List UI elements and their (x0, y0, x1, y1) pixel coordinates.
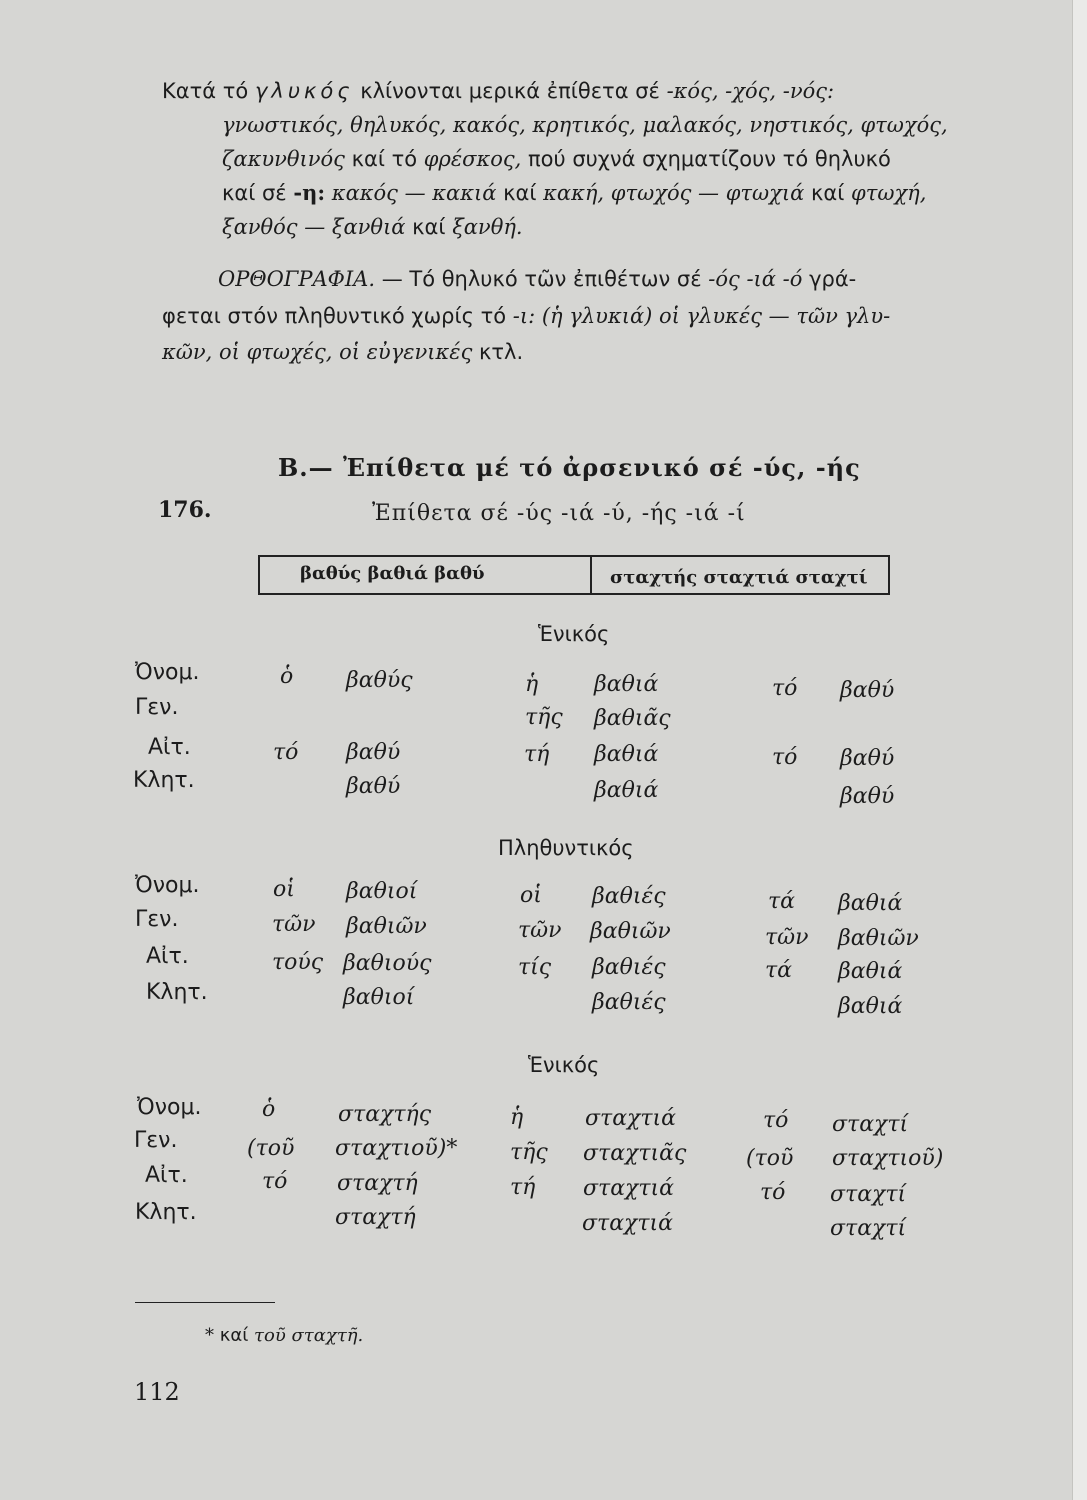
form: σταχτιά (585, 1106, 677, 1131)
ortho-line-1 (218, 266, 856, 292)
article: τά (768, 889, 796, 914)
text: — Τό θηλυκό τῶν ἐπιθέτων σέ (381, 267, 702, 291)
text: καί (810, 181, 845, 205)
form: βαθιοί (346, 879, 418, 904)
word: ζακυνθινός (222, 147, 345, 171)
form: σταχτιά (583, 1176, 675, 1201)
table1-plural-heading: Πληθυντικός (498, 836, 634, 860)
text: καί (503, 181, 537, 205)
intro-line-4 (222, 180, 926, 206)
example-box (258, 555, 890, 595)
form: σταχτιοῦ)* (335, 1136, 458, 1161)
box-right-text: σταχτής σταχτιά σταχτί (610, 567, 868, 588)
case-label: Αἰτ. (146, 944, 189, 969)
form: βαθιές (592, 990, 666, 1015)
form: βαθύ (346, 774, 401, 799)
text: πού συχνά σχηματίζουν τό θηλυκό (528, 147, 891, 171)
case-label: Ὀνομ. (135, 660, 200, 685)
form: σταχτής (338, 1102, 432, 1127)
form: βαθιά (838, 891, 903, 916)
article: (τοῦ (247, 1136, 295, 1161)
box-divider (590, 557, 592, 593)
table2-singular-heading: Ἑνικός (528, 1053, 600, 1077)
article: τῶν (518, 918, 562, 943)
article: τή (510, 1175, 536, 1200)
intro-line-5 (222, 214, 523, 240)
footnote-rule (135, 1302, 275, 1303)
form: σταχτί (832, 1112, 909, 1137)
article: τούς (272, 950, 324, 975)
form: σταχτί (830, 1216, 907, 1241)
article: τό (772, 676, 798, 701)
article: τῶν (765, 925, 809, 950)
article: τή (524, 742, 550, 767)
article: τό (772, 745, 798, 770)
article: ὁ (262, 1097, 276, 1122)
intro-line-3 (222, 146, 891, 172)
word: ξανθός — ξανθιά (222, 215, 406, 239)
form: βαθιές (592, 884, 666, 909)
intro-line-1 (162, 78, 834, 104)
form: βαθιά (594, 742, 659, 767)
word: ξανθή. (452, 215, 523, 239)
examples: -ι: (ἡ γλυκιά) οἱ γλυκές — τῶν γλυ- (512, 304, 891, 328)
form: σταχτιοῦ) (832, 1146, 944, 1171)
word: φρέσκος, (423, 147, 522, 171)
intro-line-2: γνωστικός, θηλυκός, κακός, κρητικός, μαλακός, νηστικός, φτωχός, (222, 113, 948, 137)
text: κλίνονται μερικά ἐπίθετα σέ (360, 79, 660, 103)
text: Κατά τό (162, 79, 249, 103)
case-label: Γεν. (134, 1128, 178, 1153)
article: τό (262, 1169, 288, 1194)
article: ἡ (525, 672, 539, 697)
ortho-line-3 (162, 339, 523, 365)
text: καί (219, 1325, 249, 1346)
page-number: 112 (134, 1378, 180, 1406)
article: ὁ (280, 664, 294, 689)
suffixes: -ός -ιά -ό (708, 267, 803, 291)
article: τό (763, 1108, 789, 1133)
case-label: Κλητ. (146, 980, 208, 1005)
form: βαθιούς (343, 951, 432, 976)
form: σταχτιᾶς (583, 1141, 687, 1166)
case-label: Γεν. (135, 907, 179, 932)
case-label: Κλητ. (133, 768, 195, 793)
case-label: Γεν. (135, 695, 179, 720)
form: σταχτή (337, 1171, 418, 1196)
text: καί (412, 215, 446, 239)
bold-suffix: -η: (293, 180, 326, 205)
form: βαθύ (840, 746, 895, 771)
article: τό (273, 740, 299, 765)
article: τά (765, 958, 793, 983)
form: βαθιά (594, 778, 659, 803)
word: κακός — κακιά (331, 181, 497, 205)
examples: κῶν, οἱ φτωχές, οἱ εὐγενικές (162, 340, 473, 364)
case-label: Ὀνομ. (135, 873, 200, 898)
box-left-text: βαθύς βαθιά βαθύ (300, 563, 485, 584)
page-edge (1072, 0, 1087, 1500)
case-label: Αἰτ. (148, 735, 191, 760)
form: βαθιά (838, 959, 903, 984)
word: κακή, φτωχός — φτωχιά (543, 181, 805, 205)
text: καί τό (351, 147, 418, 171)
text: φεται στόν πληθυντικό χωρίς τό (162, 304, 507, 328)
text: καί σέ (222, 181, 287, 205)
footnote-mark: * (205, 1325, 214, 1346)
text: κτλ. (479, 340, 524, 364)
article: τῆς (525, 705, 563, 730)
form: βαθύ (840, 784, 895, 809)
paragraph-number: 176. (158, 497, 212, 523)
form: βαθιά (838, 994, 903, 1019)
form: βαθιῶν (346, 914, 427, 939)
case-label: Κλητ. (135, 1200, 197, 1225)
form: σταχτιά (582, 1211, 674, 1236)
article: οἱ (520, 883, 542, 908)
form: βαθύ (346, 740, 401, 765)
article: τῶν (272, 912, 316, 937)
form: σταχτή (335, 1205, 416, 1230)
case-label: Αἰτ. (145, 1163, 188, 1188)
article: τό (760, 1180, 786, 1205)
footnote (205, 1325, 363, 1346)
ortho-line-2 (162, 303, 890, 329)
form: βαθιῶν (838, 926, 919, 951)
section-heading: Β.— Ἐπίθετα μέ τό ἀρσενικό σέ -ύς, -ής (278, 453, 861, 482)
article: τῆς (510, 1140, 548, 1165)
ortho-heading: ΟΡΘΟΓΡΑΦΙΑ. (218, 267, 375, 291)
case-label: Ὀνομ. (137, 1095, 202, 1120)
emphasized-word: γλυκός (254, 79, 354, 103)
form: βαθιᾶς (594, 706, 671, 731)
form: βαθύ (840, 678, 895, 703)
text: γρά- (809, 267, 857, 291)
word: φτωχή, (851, 181, 927, 205)
article: οἱ (273, 877, 295, 902)
article: (τοῦ (746, 1146, 794, 1171)
form: βαθιές (592, 955, 666, 980)
table1-singular-heading: Ἑνικός (538, 622, 610, 646)
form: βαθιά (594, 672, 659, 697)
form: βαθιῶν (590, 919, 671, 944)
text: τοῦ σταχτῆ. (254, 1325, 364, 1346)
paragraph-title: Ἐπίθετα σέ -ύς -ιά -ύ, -ής -ιά -ί (372, 501, 746, 526)
article: τίς (518, 955, 552, 980)
form: σταχτί (830, 1182, 907, 1207)
suffixes: -κός, -χός, -νός: (666, 79, 835, 103)
form: βαθύς (346, 668, 413, 693)
article: ἡ (510, 1105, 524, 1130)
form: βαθιοί (343, 985, 415, 1010)
